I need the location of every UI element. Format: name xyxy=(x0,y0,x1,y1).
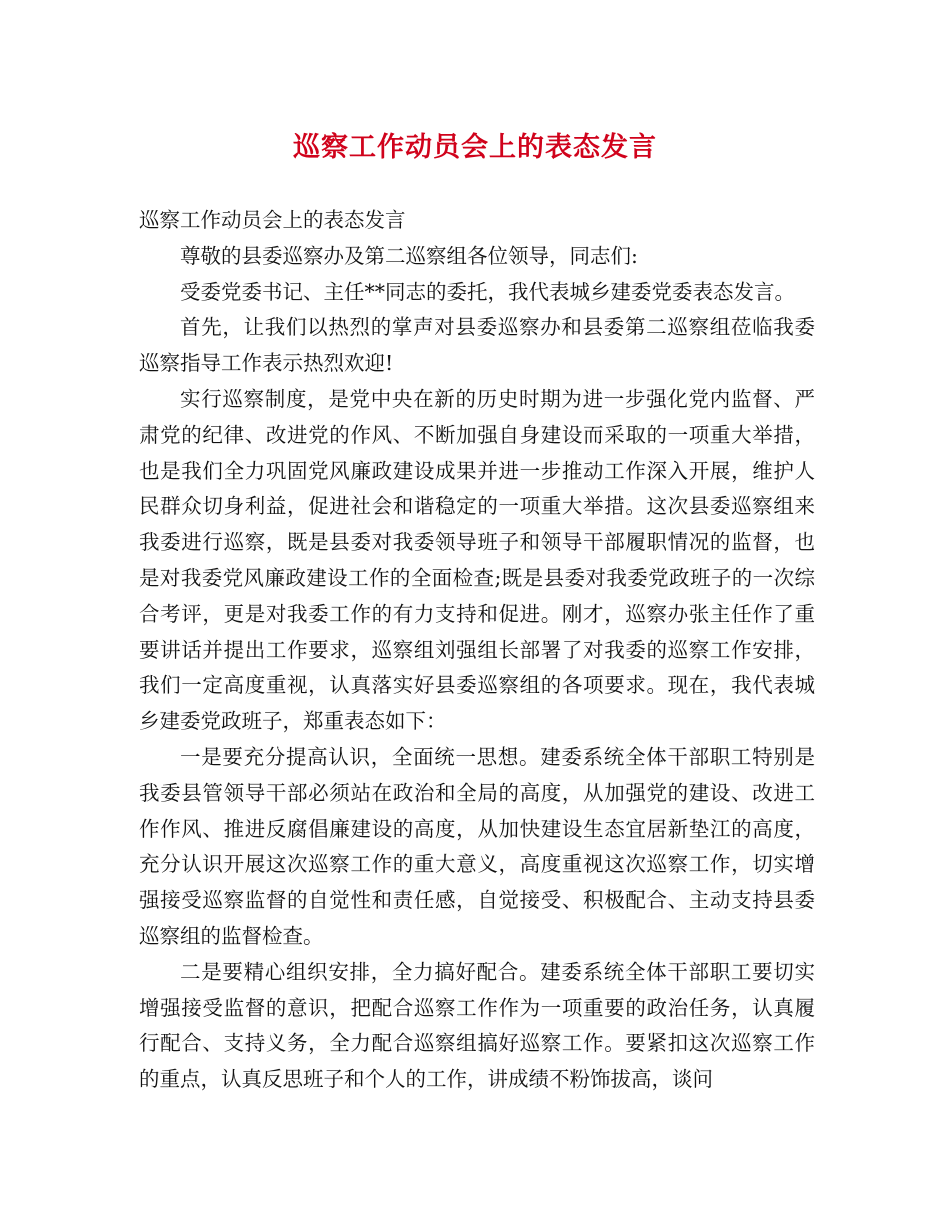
paragraph-point-one: 一是要充分提高认识，全面统一思想。建委系统全体干部职工特别是我委县管领导干部必须站在政治和全局的高度，从加强党的建设、改进工作作风、推进反腐倡廉建设的高度，从加快建设生态宜居新垫江的高度，充分认识开展这次巡察工作的重大意义，高度重视这次巡察工作，切实增强接受巡察监督的自觉性和责任感，自觉接受、积极配合、主动支持县委巡察组的监督检查。 xyxy=(139,744,815,948)
paragraph-point-two: 二是要精心组织安排，全力搞好配合。建委系统全体干部职工要切实增强接受监督的意识，把配合巡察工作作为一项重要的政治任务，认真履行配合、支持义务，全力配合巡察组搞好巡察工作。要紧扣这次巡察工作的重点，认真反思班子和个人的工作，讲成绩不粉饰拔高，谈问 xyxy=(139,959,815,1092)
paragraph-greeting: 尊敬的县委巡察办及第二巡察组各位领导，同志们: xyxy=(180,243,638,268)
document-body xyxy=(139,203,815,1098)
document-title: 巡察工作动员会上的表态发言 xyxy=(293,132,657,163)
paragraph-welcome: 首先，让我们以热烈的掌声对县委巡察办和县委第二巡察组莅临我委巡察指导工作表示热烈欢迎! xyxy=(139,315,815,376)
document-subtitle: 巡察工作动员会上的表态发言 xyxy=(139,208,406,232)
paragraph-inspection-system: 实行巡察制度，是党中央在新的历史时期为进一步强化党内监督、严肃党的纪律、改进党的作风、不断加强自身建设而采取的一项重大举措，也是我们全力巩固党风廉政建设成果并进一步推动工作深入开展，维护人民群众切身利益，促进社会和谐稳定的一项重大举措。这次县委巡察组来我委进行巡察，既是县委对我委领导班子和领导干部履职情况的监督，也是对我委党风廉政建设工作的全面检查;既是县委对我委党政班子的一次综合考评，更是对我委工作的有力支持和促进。刚才，巡察办张主任作了重要讲话并提出工作要求，巡察组刘强组长部署了对我委的巡察工作安排，我们一定高度重视，认真落实好县委巡察组的各项要求。现在，我代表城乡建委党政班子，郑重表态如下： xyxy=(139,386,815,734)
paragraph-entrusted: 受委党委书记、主任**同志的委托，我代表城乡建委党委表态发言。 xyxy=(180,279,795,304)
